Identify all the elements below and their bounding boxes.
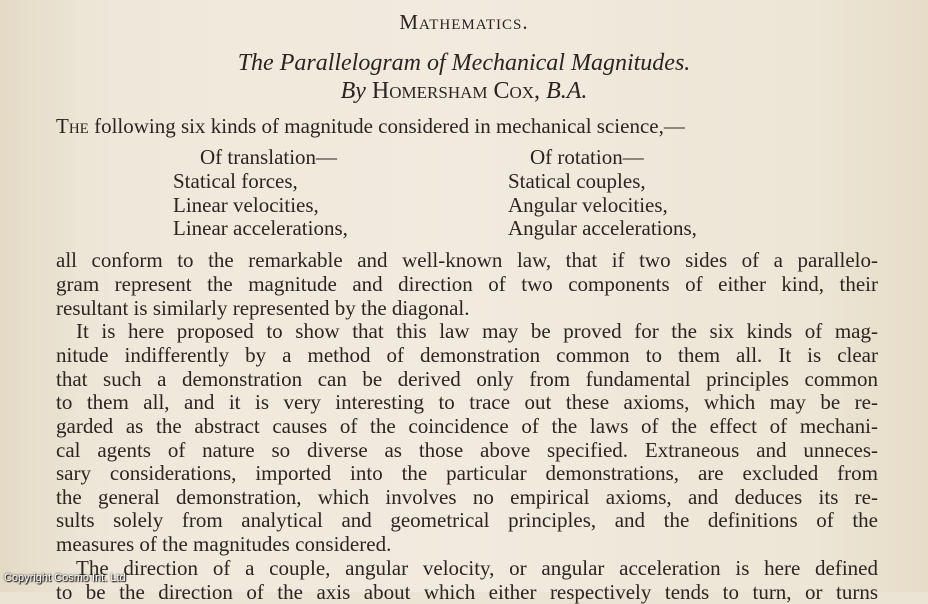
copyright-watermark: Copyright Cosmo Int. Ltd — [4, 572, 126, 584]
paragraph2-line: sults solely from analytical and geometrical principles, and the definitions of the — [56, 508, 878, 532]
paragraph1-line: all conform to the remarkable and well-known law, that if two sides of a parallelo- — [56, 248, 878, 272]
paragraph1-line: resultant is similarly represented by the diagonal. — [56, 296, 470, 320]
left-item: Statical forces, — [173, 169, 298, 193]
article-title: The Parallelogram of Mechanical Magnitudes. — [237, 50, 691, 76]
paragraph1-line: gram represent the magnitude and direction of two components of either kind, their — [56, 272, 878, 296]
right-item: Angular velocities, — [508, 193, 668, 217]
paragraph2-line: measures of the magnitudes considered. — [56, 532, 392, 556]
paragraph2-line: It is here proposed to show that this law may be proved for the six kinds of mag- — [76, 319, 878, 343]
section-heading: Mathematics. — [399, 10, 529, 34]
left-item: Linear accelerations, — [173, 216, 348, 240]
byline — [0, 78, 928, 105]
byline-degree: B.A. — [546, 78, 588, 104]
paragraph2-line: sary considerations, imported into the particular demonstrations, are excluded from — [56, 461, 878, 485]
left-column-header: Of translation— — [200, 145, 338, 169]
left-item: Linear velocities, — [173, 193, 319, 217]
paragraph2-line: garded as the abstract causes of the coincidence of the laws of the effect of mechani- — [56, 414, 878, 438]
paragraph2-line: cal agents of nature so diverse as those above specified. Extraneous and unneces- — [56, 438, 878, 462]
intro-line — [56, 116, 685, 137]
intro-lead: The — [56, 114, 89, 138]
paragraph3-line: to be the direction of the axis about which either respectively tends to turn, or turns — [56, 580, 878, 604]
paragraph2-line: that such a demonstration can be derived only from fundamental principles common — [56, 367, 878, 391]
intro-rest: following six kinds of magnitude considered in mechanical science,— — [94, 114, 685, 138]
right-item: Angular accelerations, — [508, 216, 697, 240]
byline-author: Homersham Cox, — [371, 78, 541, 104]
right-item: Statical couples, — [508, 169, 646, 193]
paragraph2-line: nitude indifferently by a method of demonstration common to them all. It is clear — [56, 343, 878, 367]
paragraph3-line: The direction of a couple, angular velocity, or angular acceleration is here defined — [76, 556, 878, 580]
paragraph2-line: the general demonstration, which involves no empirical axioms, and deduces its re- — [56, 485, 878, 509]
byline-by: By — [340, 78, 366, 104]
right-column-header: Of rotation— — [530, 145, 644, 169]
paragraph2-line: to them all, and it is very interesting to trace out these axioms, which may be re- — [56, 390, 878, 414]
